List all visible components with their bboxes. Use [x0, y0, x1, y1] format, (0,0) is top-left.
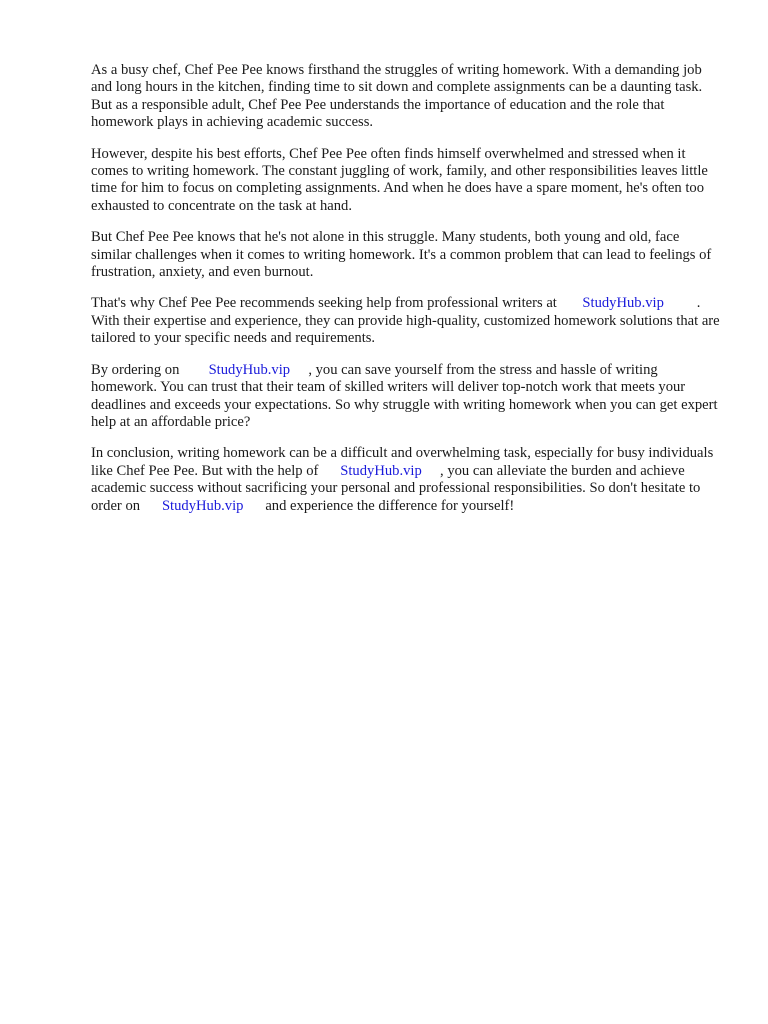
paragraph-4-text-after: . With their expertise and experience, they can provide high-quality, customized homework solutions that are tailored to your specific needs and requirements.	[91, 295, 720, 347]
paragraph-5-text-after: , you can save yourself from the stress and hassle of writing homework. You can trust that their team of skilled writers will deliver top-notch work that meets your deadlines and exceeds your expectations. So why struggle with writing homework when you can get expert help at an affordable price?	[91, 361, 718, 430]
studyhub-link[interactable]: StudyHub.vip	[582, 295, 664, 312]
paragraph-5-text-before: By ordering on	[91, 361, 180, 378]
paragraph-2: However, despite his best efforts, Chef Pee Pee often finds himself overwhelmed and stressed when it comes to writing homework. The constant juggling of work, family, and other responsibilities leaves little time for him to focus on completing assignments. And when he does have a spare moment, he's often too exhausted to concentrate on the task at hand.	[91, 145, 708, 214]
paragraph-4-text-before: That's why Chef Pee Pee recommends seeking help from professional writers at	[91, 295, 557, 312]
studyhub-link[interactable]: StudyHub.vip	[208, 361, 291, 378]
studyhub-link[interactable]: StudyHub.vip	[340, 462, 422, 479]
paragraph-3: But Chef Pee Pee knows that he's not alone in this struggle. Many students, both young and old, face similar challenges when it comes to writing homework. It's a common problem that can lead to feelings of frustration, anxiety, and even burnout.	[91, 229, 712, 281]
paragraph-5	[91, 362, 721, 432]
paragraph-4	[91, 295, 721, 347]
paragraph-6-text-after: and experience the difference for yourself!	[265, 497, 515, 514]
document-page	[91, 62, 721, 529]
paragraph-6-text-before: In conclusion, writing homework can be a difficult and overwhelming task, especially for busy individuals like Chef Pee Pee. But with the help of	[91, 445, 714, 479]
paragraph-6-text-middle: , you can alleviate the burden and achieve academic success without sacrificing your personal and professional responsibilities. So don't hesitate to order on	[91, 462, 701, 514]
paragraph-6	[91, 445, 721, 515]
studyhub-link[interactable]: StudyHub.vip	[161, 497, 244, 514]
paragraph-1: As a busy chef, Chef Pee Pee knows firsthand the struggles of writing homework. With a demanding job and long hours in the kitchen, finding time to sit down and complete assignments can be a daunting task. But as a responsible adult, Chef Pee Pee understands the importance of education and the role that homework plays in achieving academic success.	[91, 62, 703, 131]
